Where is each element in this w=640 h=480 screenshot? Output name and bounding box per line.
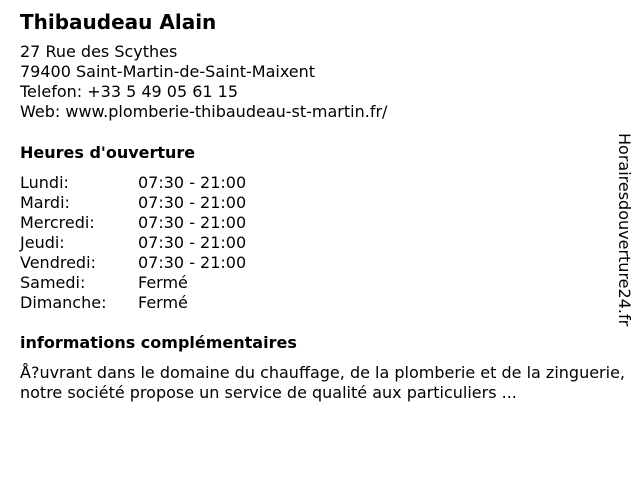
hours-list (20, 173, 620, 313)
hours-row-saturday (20, 273, 620, 293)
day-hours: 07:30 - 21:00 (138, 173, 247, 192)
hours-row-monday (20, 173, 620, 193)
extra-info-text: Å?uvrant dans le domaine du chauffage, de la plomberie et de la zinguerie, notre société propose un service de qualité aux particuliers ... (20, 363, 625, 402)
day-label: Samedi: (20, 273, 86, 292)
address-street: 27 Rue des Scythes (20, 42, 178, 61)
business-name: Thibaudeau Alain (20, 10, 217, 34)
day-hours: Fermé (138, 273, 188, 292)
day-label: Lundi: (20, 173, 69, 192)
day-label: Mardi: (20, 193, 70, 212)
day-label: Jeudi: (20, 233, 65, 252)
phone-line: Telefon: +33 5 49 05 61 15 (20, 82, 239, 101)
day-label: Vendredi: (20, 253, 96, 272)
day-hours: 07:30 - 21:00 (138, 213, 247, 232)
site-watermark: Horairesdouverture24.fr (615, 133, 634, 327)
extra-info-title: informations complémentaires (20, 333, 297, 352)
hours-row-sunday (20, 293, 620, 313)
hours-title: Heures d'ouverture (20, 143, 196, 162)
day-label: Dimanche: (20, 293, 107, 312)
day-hours: 07:30 - 21:00 (138, 193, 247, 212)
address-city: 79400 Saint-Martin-de-Saint-Maixent (20, 62, 316, 81)
day-hours: 07:30 - 21:00 (138, 253, 247, 272)
hours-row-tuesday (20, 193, 620, 213)
hours-row-thursday (20, 233, 620, 253)
hours-row-wednesday (20, 213, 620, 233)
day-label: Mercredi: (20, 213, 95, 232)
day-hours: 07:30 - 21:00 (138, 233, 247, 252)
website-line: Web: www.plomberie-thibaudeau-st-martin.fr/ (20, 102, 388, 121)
contact-block (20, 42, 620, 122)
day-hours: Fermé (138, 293, 188, 312)
hours-row-friday (20, 253, 620, 273)
